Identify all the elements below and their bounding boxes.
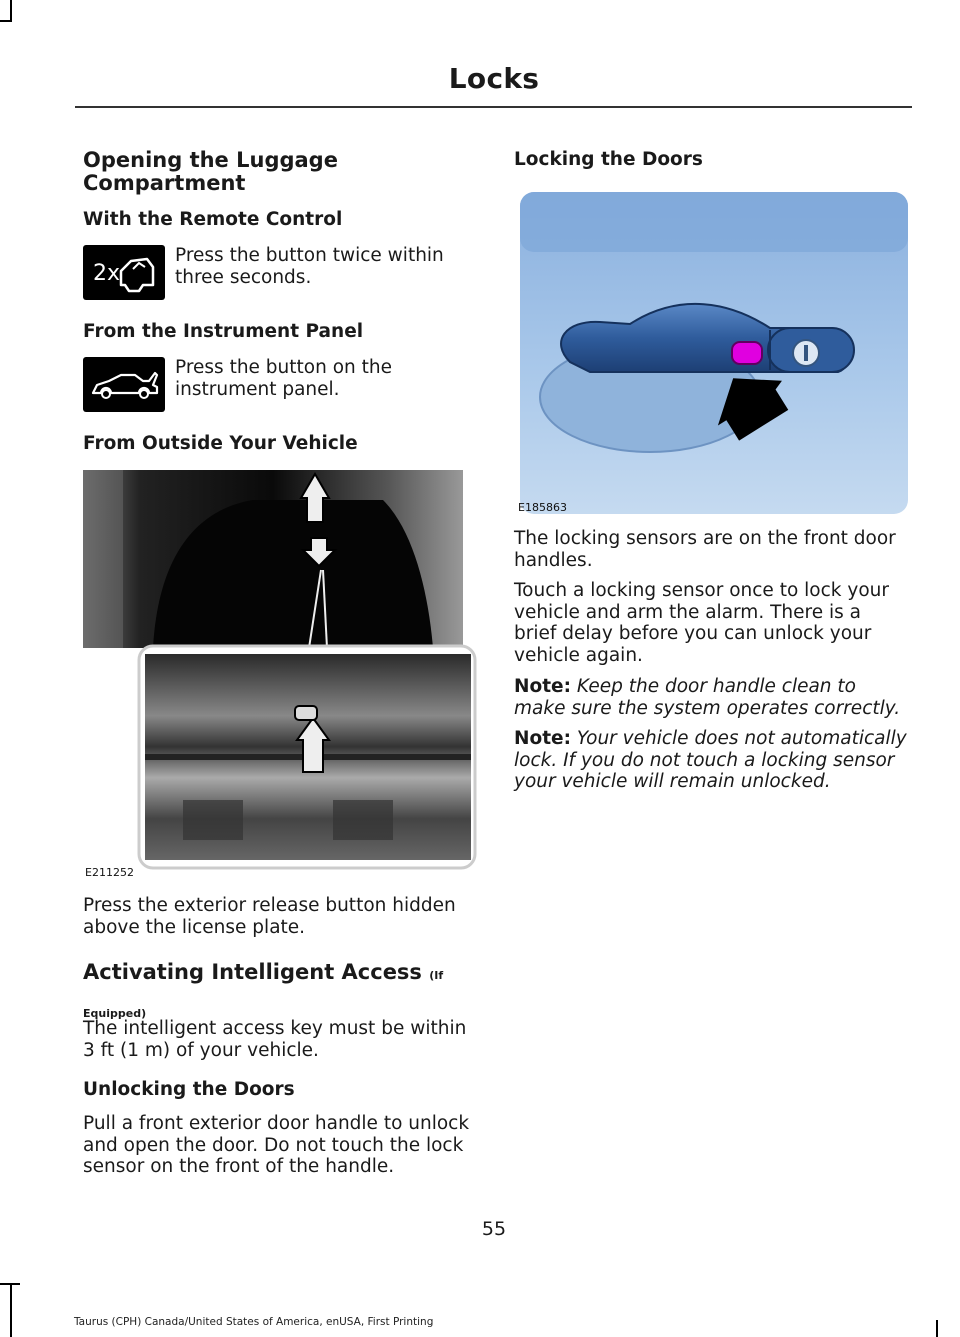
outside-text: Press the exterior release button hidden above the license plate. — [83, 895, 456, 938]
door-handle-figure — [520, 192, 908, 514]
crop-mark — [10, 0, 12, 22]
locking-heading: Locking the Doors — [514, 149, 703, 170]
intelligent-heading-suffix: (If Equipped) — [83, 969, 444, 1020]
note-1 — [514, 676, 909, 719]
crop-mark — [0, 20, 12, 22]
figure-code: E211252 — [85, 866, 134, 879]
trunk-2x-icon — [83, 245, 165, 300]
remote-heading: With the Remote Control — [83, 209, 343, 230]
intelligent-text: The intelligent access key must be within 3 ft (1 m) of your vehicle. — [83, 1018, 467, 1061]
note-2 — [514, 728, 909, 793]
page-number: 55 — [481, 1218, 507, 1240]
locking-p1: The locking sensors are on the front door handles. — [514, 528, 896, 571]
note-label: Note: — [514, 728, 571, 749]
header-rule — [75, 106, 912, 108]
car-trunk-open-icon — [83, 357, 165, 412]
locking-sensor-marker — [732, 342, 762, 364]
page-footer: Taurus (CPH) Canada/United States of America, enUSA, First Printing — [74, 1316, 434, 1328]
panel-text: Press the button on the instrument panel. — [175, 357, 392, 400]
trunk-release-figure — [83, 470, 483, 882]
note-text: Keep the door handle clean to make sure the system operates correctly. — [514, 676, 901, 719]
remote-text: Press the button twice within three seconds. — [175, 245, 444, 288]
figure-code: E185863 — [518, 501, 567, 514]
note-text: Your vehicle does not automatically lock. If you do not touch a locking sensor your vehicle will remain unlocked. — [514, 728, 907, 792]
section-title: Opening the Luggage Compartment — [83, 148, 338, 195]
outside-heading: From Outside Your Vehicle — [83, 433, 358, 454]
note-label: Note: — [514, 676, 571, 697]
intelligent-heading-text: Activating Intelligent Access — [83, 960, 422, 984]
unlocking-text: Pull a front exterior door handle to unlock and open the door. Do not touch the lock sensor on the front of the handle. — [83, 1113, 470, 1177]
unlocking-heading: Unlocking the Doors — [83, 1079, 295, 1100]
crop-mark — [0, 1283, 20, 1285]
crop-mark — [10, 1283, 12, 1337]
crop-mark — [936, 1320, 938, 1337]
panel-heading: From the Instrument Panel — [83, 321, 364, 342]
page-header-title: Locks — [448, 62, 540, 95]
locking-p2: Touch a locking sensor once to lock your vehicle and arm the alarm. There is a brief delay before you can unlock your vehicle again. — [514, 580, 889, 666]
icon-2x-label: 2x — [93, 261, 121, 286]
